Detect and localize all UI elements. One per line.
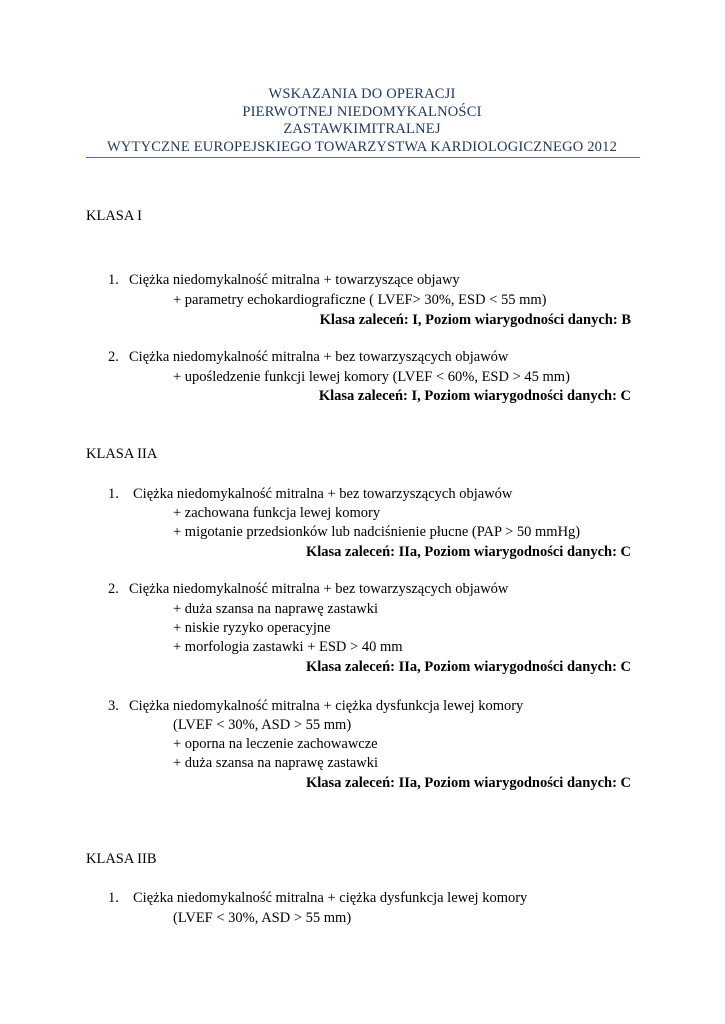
item-sub-text: + oporna na leczenie zachowawcze — [173, 736, 378, 752]
item-number: 1. — [108, 486, 119, 502]
section-title-klasa-iia: KLASA IIA — [86, 446, 158, 462]
header-title-line-4: WYTYCZNE EUROPEJSKIEGO TOWARZYSTWA KARDIOLOGICZNEGO 2012 — [106, 138, 618, 155]
item-main-text: Ciężka niedomykalność mitralna + bez towarzyszących objawów — [133, 486, 513, 502]
item-sub-text: + upośledzenie funkcji lewej komory (LVEF < 60%, ESD > 45 mm) — [173, 369, 570, 385]
item-main-text: Ciężka niedomykalność mitralna + ciężka dysfunkcja lewej komory — [129, 698, 524, 714]
item-recommendation: Klasa zaleceń: IIa, Poziom wiarygodności danych: C — [305, 775, 631, 791]
section-title-klasa-i: KLASA I — [86, 208, 142, 224]
section-title-klasa-iib: KLASA IIB — [86, 851, 157, 867]
item-sub-text: (LVEF < 30%, ASD > 55 mm) — [173, 910, 352, 926]
document-header — [86, 86, 638, 156]
item-sub-text: (LVEF < 30%, ASD > 55 mm) — [173, 717, 352, 733]
item-sub-text: + duża szansa na naprawę zastawki — [173, 601, 379, 617]
item-sub-text: + parametry echokardiograficzne ( LVEF> 30%, ESD < 55 mm) — [173, 292, 547, 308]
item-recommendation: Klasa zaleceń: I, Poziom wiarygodności danych: C — [318, 388, 631, 404]
item-main-text: Ciężka niedomykalność mitralna + ciężka dysfunkcja lewej komory — [133, 890, 528, 906]
header-title-line-1: WSKAZANIA DO OPERACJI — [268, 86, 456, 102]
item-sub-text: + duża szansa na naprawę zastawki — [173, 755, 379, 771]
item-recommendation: Klasa zaleceń: I, Poziom wiarygodności danych: B — [319, 312, 631, 328]
item-main-text: Ciężka niedomykalność mitralna + bez towarzyszących objawów — [129, 581, 509, 597]
header-title-line-2: PIERWOTNEJ NIEDOMYKALNOŚCI — [242, 103, 482, 120]
header-title-line-3: ZASTAWKIMITRALNEJ — [283, 121, 441, 137]
item-recommendation: Klasa zaleceń: IIa, Poziom wiarygodności danych: C — [305, 544, 631, 560]
item-number: 3. — [108, 698, 119, 714]
item-recommendation: Klasa zaleceń: IIa, Poziom wiarygodności danych: C — [305, 659, 631, 675]
item-number: 2. — [108, 349, 119, 365]
item-number: 1. — [108, 890, 119, 906]
header-divider — [86, 157, 640, 158]
item-main-text: Ciężka niedomykalność mitralna + towarzyszące objawy — [129, 272, 460, 288]
item-number: 2. — [108, 581, 119, 597]
item-sub-text: + niskie ryzyko operacyjne — [173, 620, 331, 636]
item-sub-text: + migotanie przedsionków lub nadciśnienie płucne (PAP > 50 mmHg) — [173, 524, 581, 540]
item-main-text: Ciężka niedomykalność mitralna + bez towarzyszących objawów — [129, 349, 509, 365]
item-sub-text: + morfologia zastawki + ESD > 40 mm — [173, 639, 403, 655]
item-sub-text: + zachowana funkcja lewej komory — [173, 505, 381, 521]
item-number: 1. — [108, 272, 119, 288]
